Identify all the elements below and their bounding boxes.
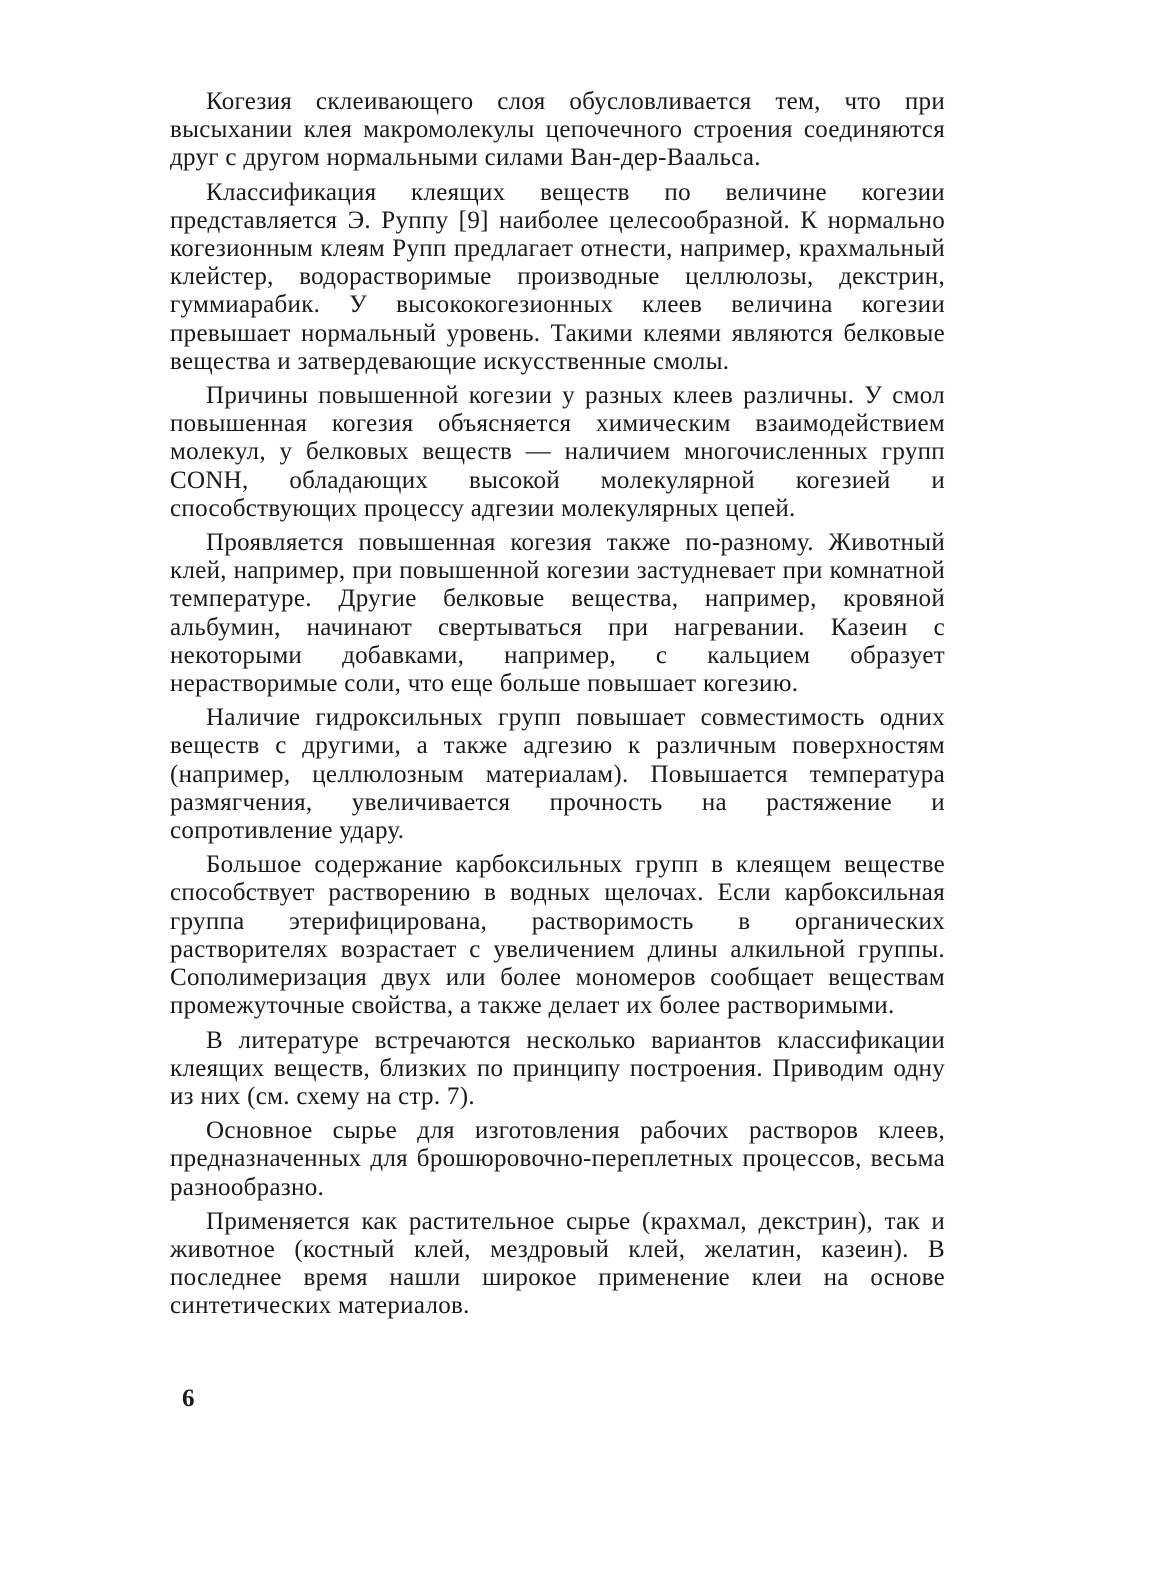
paragraph-raw-materials: Основное сырье для изготовления рабочих растворов клеев, предназначенных для брошюровочно-переплетных процессов, весьма разнообразно. (170, 1117, 945, 1201)
paragraph-classification-rupp: Классификация клеящих веществ по величине когезии представляется Э. Руппу [9] наиболее целесообразной. К нормально когезионным клеям Рупп предлагает отнести, например, крахмальный клейстер, водорастворимые производные целлюлозы, декстрин, гуммиарабик. У высококогезионных клеев величина когезии превышает нормальный уровень. Такими клеями являются белковые вещества и затвердевающие искусственные смолы. (170, 178, 945, 375)
page-number: 6 (182, 1385, 195, 1412)
paragraph-plant-animal-synthetic: Применяется как растительное сырье (крахмал, декстрин), так и животное (костный клей, мездровый клей, желатин, казеин). В последнее время нашли широкое применение клеи на основе синтетических материалов. (170, 1207, 945, 1320)
paragraph-hydroxyl-groups: Наличие гидроксильных групп повышает совместимость одних веществ с другими, а также адгезию к различным поверхностям (например, целлюлозным материалам). Повышается температура размягчения, увеличивается прочность на растяжение и сопротивление удару. (170, 704, 945, 845)
paragraph-cohesion-intro: Когезия склеивающего слоя обусловливается тем, что при высыхании клея макромолекулы цепочечного строения соединяются друг с другом нормальными силами Ван-дер-Ваальса. (170, 88, 945, 172)
paragraph-increased-cohesion-causes: Причины повышенной когезии у разных клеев различны. У смол повышенная когезия объясняется химическим взаимодействием молекул, у белковых веществ — наличием многочисленных групп CONH, обладающих высокой молекулярной когезией и способствующих процессу адгезии молекулярных цепей. (170, 382, 945, 522)
paragraph-carboxyl-groups: Большое содержание карбоксильных групп в клеящем веществе способствует растворению в водных щелочах. Если карбоксильная группа этерифицирована, растворимость в органических растворителях возрастает с увеличением длины алкильной группы. Сополимеризация двух или более мономеров сообщает веществам промежуточные свойства, а также делает их более растворимыми. (170, 851, 945, 1020)
page-body (170, 88, 945, 1327)
paragraph-literature-classification: В литературе встречаются несколько вариантов классификации клеящих веществ, близких по принципу построения. Приводим одну из них (см. схему на стр. 7). (170, 1026, 945, 1110)
paragraph-cohesion-manifestation: Проявляется повышенная когезия также по-разному. Животный клей, например, при повышенной когезии застудневает при комнатной температуре. Другие белковые вещества, например, кровяной альбумин, начинают свертываться при нагревании. Казеин с некоторыми добавками, например, с кальцием образует нерастворимые соли, что еще больше повышает когезию. (170, 529, 945, 698)
